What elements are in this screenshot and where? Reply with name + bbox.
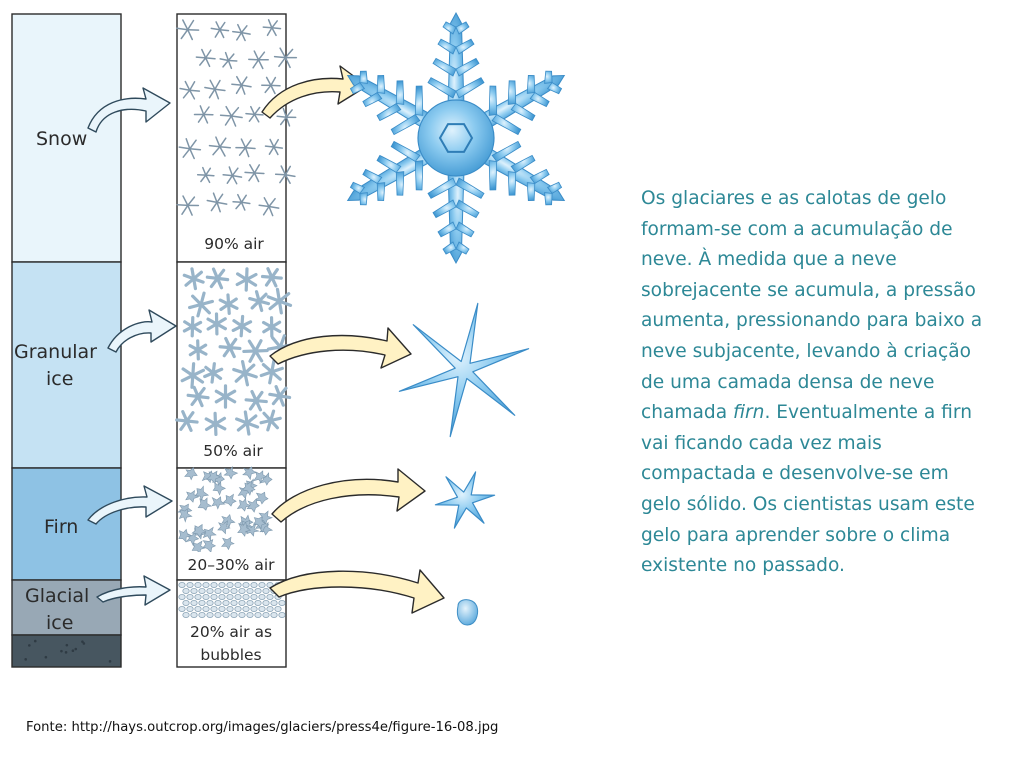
bedrock-dot	[28, 644, 31, 647]
ice-bubble	[179, 594, 185, 599]
air-label-glacial-line2: bubbles	[200, 646, 262, 664]
ice-bubble	[195, 606, 201, 611]
ice-bubble	[207, 600, 213, 605]
ice-bubble	[203, 582, 209, 587]
ice-bubble	[203, 594, 209, 599]
bedrock-dot	[45, 656, 48, 659]
crystal-granular	[399, 303, 528, 436]
layer-granular-ice	[12, 262, 121, 468]
ice-bubble	[211, 582, 217, 587]
ice-bubble	[247, 588, 253, 593]
ice-bubble	[211, 606, 217, 611]
ice-bubble	[259, 606, 265, 611]
ice-bubble	[207, 612, 213, 617]
cream-arrows	[262, 66, 444, 613]
panel-snow	[177, 14, 286, 262]
ice-bubble	[231, 612, 237, 617]
air-label-glacial-line1: 20% air as	[189, 623, 273, 641]
texture-column	[176, 14, 296, 667]
ice-bubble	[255, 588, 261, 593]
bedrock-dot	[72, 649, 75, 652]
ice-bubble	[195, 594, 201, 599]
ice-bubble	[271, 600, 277, 605]
ice-bubble	[183, 600, 189, 605]
ice-bubble	[255, 600, 261, 605]
description-italic-term: firn	[733, 402, 765, 424]
ice-bubble	[199, 600, 205, 605]
ice-bubble	[243, 594, 249, 599]
ice-bubble	[227, 594, 233, 599]
label-granular-line1: Granular	[14, 341, 97, 363]
ice-bubble	[235, 606, 241, 611]
ice-bubble	[219, 582, 225, 587]
ice-bubble	[243, 606, 249, 611]
ice-bubble	[223, 612, 229, 617]
ice-bubble	[231, 588, 237, 593]
label-firn: Firn	[44, 516, 79, 538]
ice-bubble	[271, 612, 277, 617]
label-glacial-line2: ice	[46, 612, 74, 634]
ice-bubble	[219, 594, 225, 599]
ice-bubble	[263, 612, 269, 617]
ice-bubble	[223, 588, 229, 593]
ice-bubble	[235, 582, 241, 587]
crystal-firn	[435, 472, 494, 528]
ice-bubble	[199, 588, 205, 593]
snowflake-core	[418, 100, 494, 176]
ice-bubble	[231, 600, 237, 605]
ice-bubble	[227, 582, 233, 587]
crystal-snowflake	[334, 13, 579, 263]
source-citation: Fonte: http://hays.outcrop.org/images/glaciers/press4e/figure-16-08.jpg	[26, 720, 499, 735]
ice-bubble	[187, 594, 193, 599]
label-granular-line2: ice	[46, 368, 74, 390]
description-text	[641, 184, 993, 582]
ice-bubble	[183, 588, 189, 593]
label-glacial-line1: Glacial	[25, 585, 90, 607]
ice-bubble	[215, 612, 221, 617]
ice-bubble	[211, 594, 217, 599]
ice-bubble	[251, 606, 257, 611]
cream-arrow-granular	[270, 328, 411, 368]
ice-bubble	[215, 600, 221, 605]
air-label-snow: 90% air	[204, 235, 264, 253]
description-part2: . Eventualmente a firn vai ficando cada vez mais compactada e desenvolve-se em gelo sólido. Os cientistas usam este gelo para aprender sobre o clima existente no passado.	[641, 402, 975, 577]
description-part1: Os glaciares e as calotas de gelo formam-se com a acumulação de neve. À medida que a neve sobrejacente se acumula, a pressão aumenta, pressionando para baixo a neve subjacente, levando à criação de uma camada densa de neve chamada	[641, 188, 983, 424]
ice-bubble	[179, 582, 185, 587]
bedrock-dot	[34, 640, 37, 643]
ice-bubble	[279, 612, 285, 617]
ice-bubble	[207, 588, 213, 593]
ice-bubble	[251, 582, 257, 587]
ice-bubble	[259, 594, 265, 599]
ice-bubble	[263, 588, 269, 593]
bedrock-dot	[60, 650, 63, 653]
ice-bubble	[275, 606, 281, 611]
label-snow: Snow	[36, 128, 88, 150]
bedrock-dot	[74, 648, 77, 651]
bedrock-dot	[65, 651, 68, 654]
layer-bedrock	[12, 635, 121, 667]
ice-bubble	[247, 600, 253, 605]
ice-bubble	[191, 588, 197, 593]
ice-bubble	[259, 582, 265, 587]
ice-bubble	[243, 582, 249, 587]
ice-bubble	[227, 606, 233, 611]
air-label-granular: 50% air	[203, 442, 263, 460]
ice-bubble	[215, 588, 221, 593]
ice-bubble	[235, 594, 241, 599]
ice-bubble	[203, 606, 209, 611]
ice-bubble	[179, 606, 185, 611]
ice-bubble	[263, 600, 269, 605]
ice-bubble	[195, 582, 201, 587]
ice-bubble	[279, 600, 285, 605]
ice-bubble	[239, 600, 245, 605]
ice-bubble	[247, 612, 253, 617]
air-label-firn: 20–30% air	[187, 556, 275, 574]
bedrock-dot	[24, 658, 27, 661]
ice-bubble	[251, 594, 257, 599]
bedrock-dot	[66, 644, 69, 647]
cream-arrow-firn	[272, 469, 425, 522]
ice-bubble	[267, 594, 273, 599]
ice-bubble	[187, 582, 193, 587]
cream-arrow-glacial	[270, 570, 444, 613]
ice-bubble	[255, 612, 261, 617]
ice-bubble	[239, 612, 245, 617]
ice-star	[435, 472, 494, 528]
ice-bubble	[267, 606, 273, 611]
bedrock-dot	[109, 660, 112, 663]
ice-bubble	[199, 612, 205, 617]
ice-star	[399, 303, 528, 436]
ice-bubble	[191, 612, 197, 617]
ice-bubble	[191, 600, 197, 605]
crystal-glacial	[457, 600, 477, 625]
ice-bubble	[187, 606, 193, 611]
glacial-ice-grain	[457, 600, 477, 625]
ice-bubble	[219, 606, 225, 611]
ice-bubble	[183, 612, 189, 617]
ice-bubble	[223, 600, 229, 605]
bedrock-dot	[83, 642, 86, 645]
ice-bubble	[239, 588, 245, 593]
